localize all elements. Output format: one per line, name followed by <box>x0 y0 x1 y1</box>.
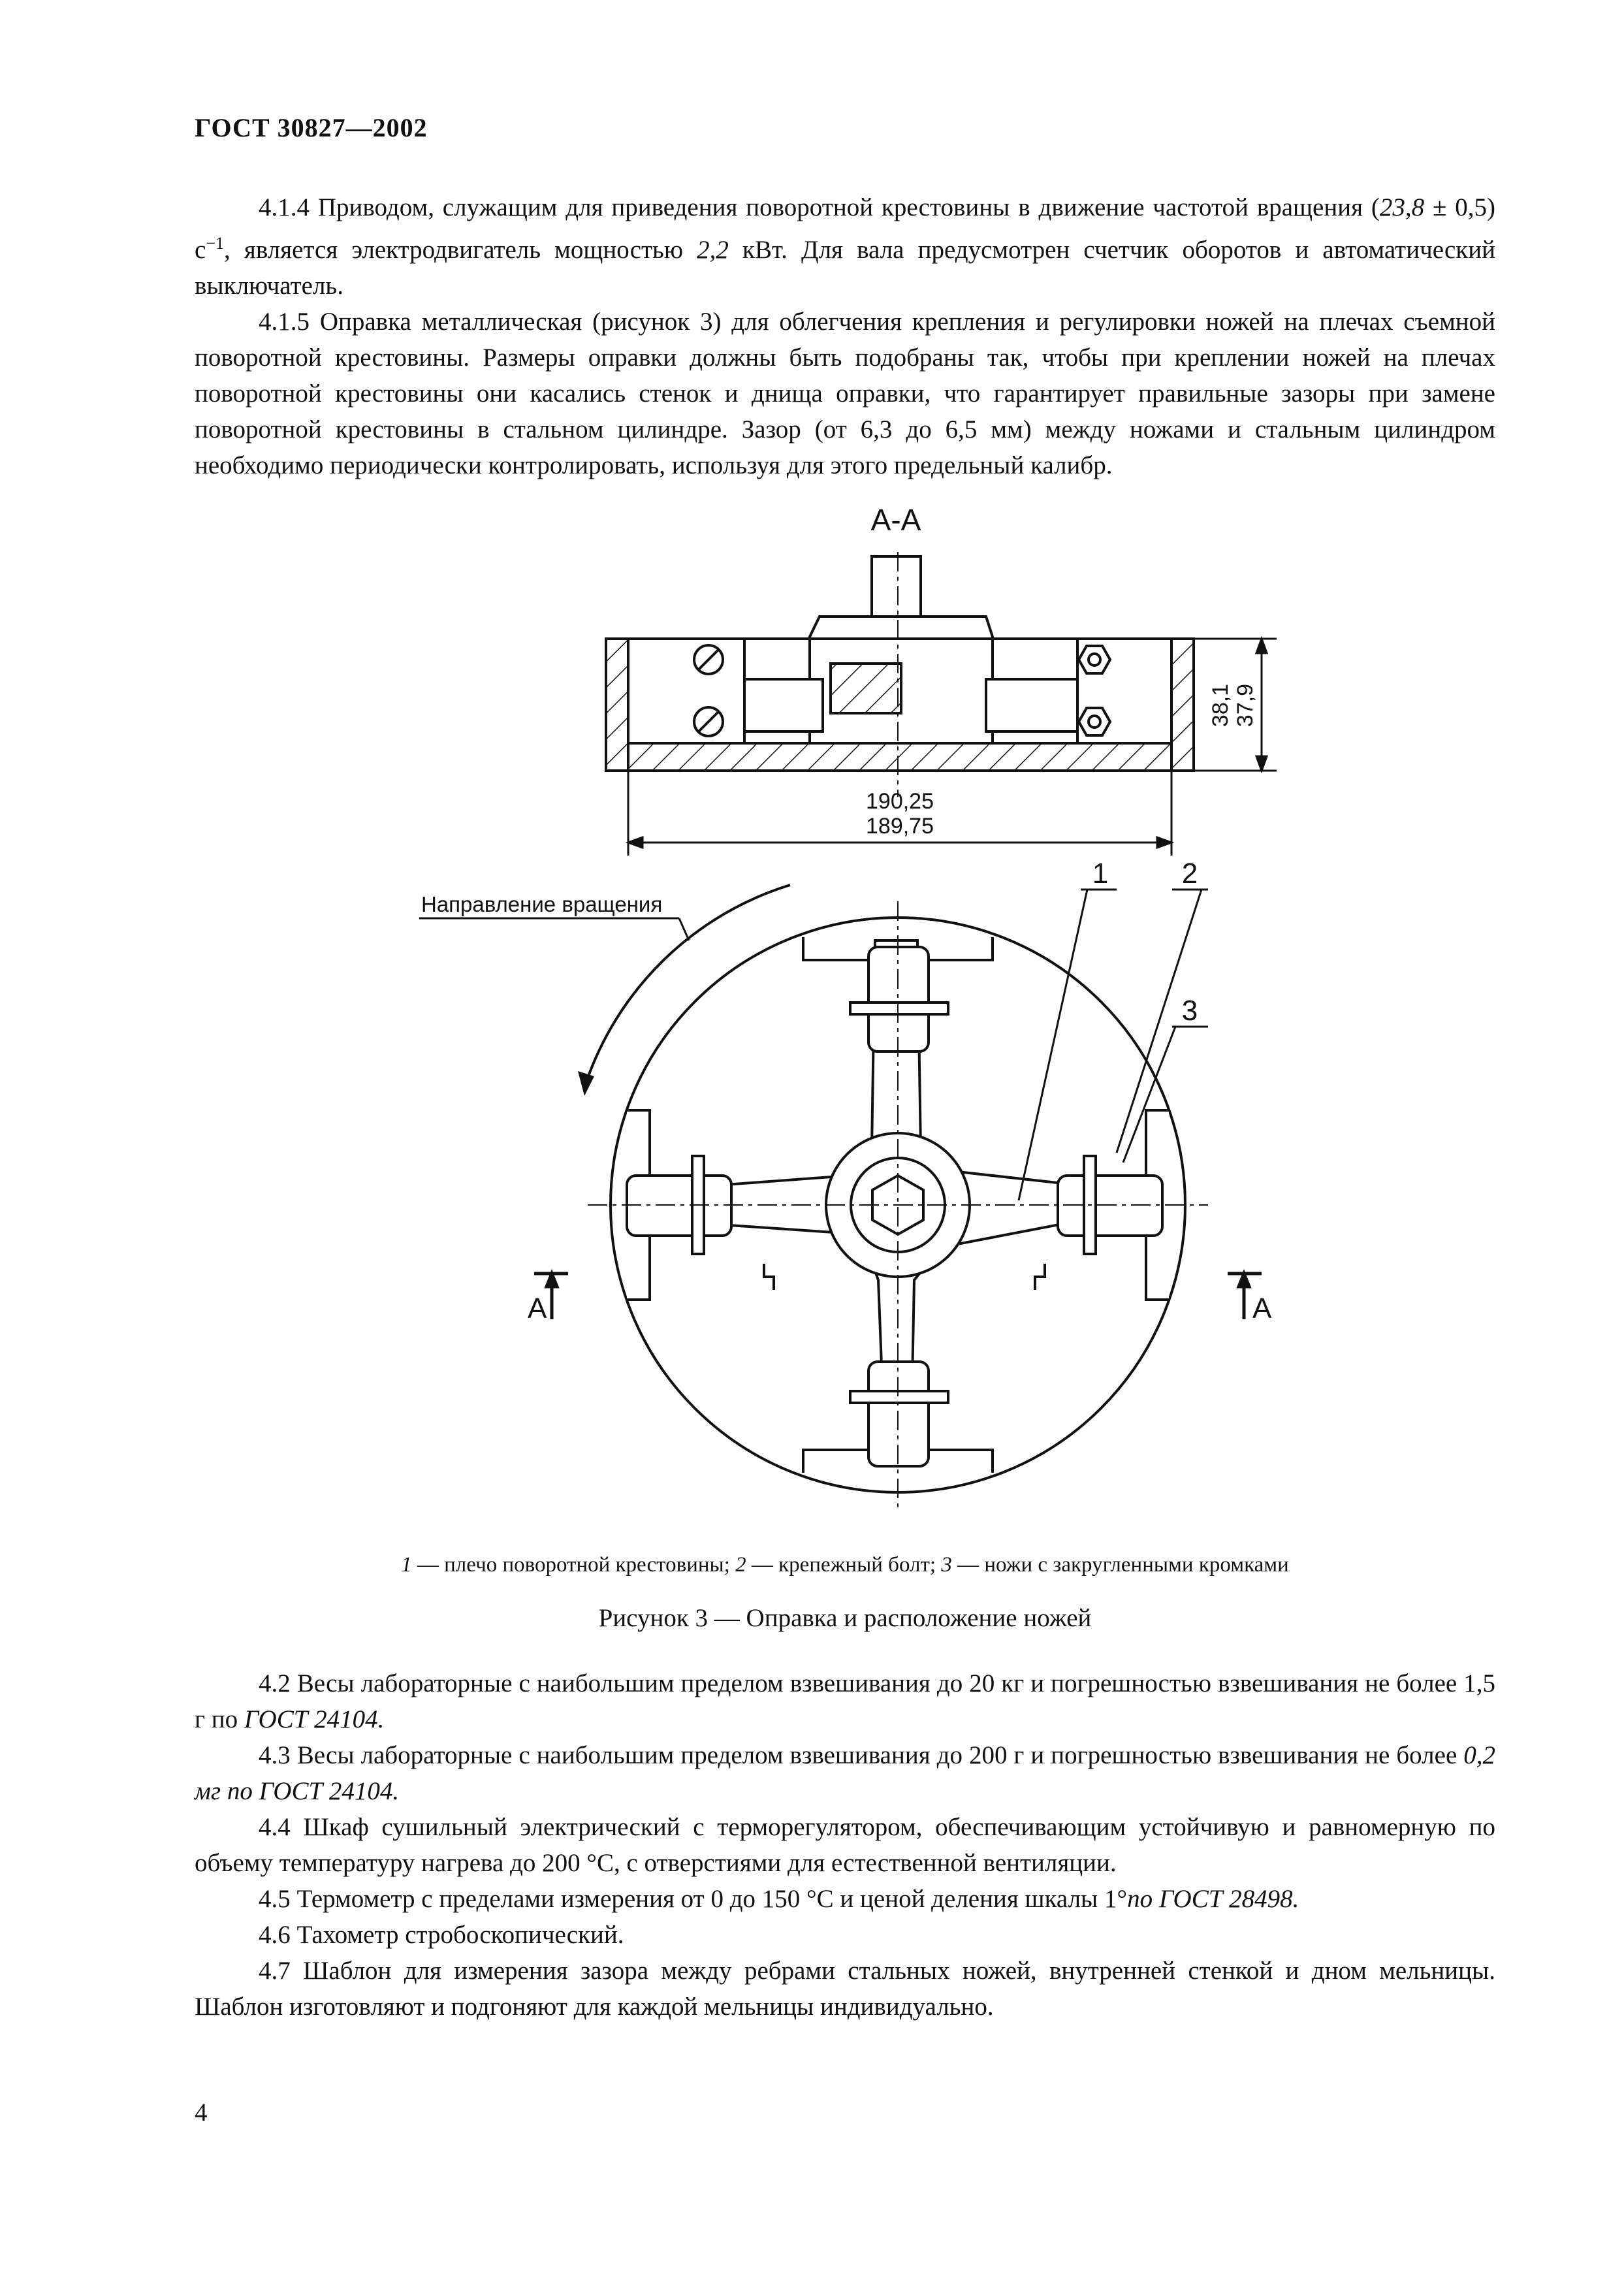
mandrel-section <box>606 552 1194 797</box>
paragraph-4-1-5: 4.1.5 Оправка металлическая (рисунок 3) для облегчения крепления и регулировки ножей на плечах съемной поворотной крестовины. Размеры оправки должны быть подобраны так, чтобы при креплении ножей на плечах поворотной крестовины они касались стенок и днища оправки, что гарантирует правильные зазоры при замене поворотной крестовины в стальном цилиндре. Зазор (от 6,3 до 6,5 мм) между ножами и стальным цилиндром необходимо периодически контролировать, используя для этого предельный калибр. <box>195 308 1495 479</box>
figure-legend: 1 — плечо поворотной крестовины; 2 — крепежный болт; 3 — ножи с закругленными кромками <box>401 1553 1289 1577</box>
paragraph-4-7: 4.7 Шаблон для измерения зазора между ребрами стальных ножей, внутренней стенкой и дном мельницы. Шаблон изготовляют и подгоняют для каждой мельницы индивидуально. <box>195 1957 1495 2021</box>
figure-title: Рисунок 3 — Оправка и расположение ножей <box>598 1604 1092 1632</box>
rotation-arrowhead-icon <box>578 1071 594 1096</box>
callout-2: 2 <box>1181 858 1198 890</box>
height-dim-2: 37,9 <box>1233 683 1258 728</box>
cut-label-left: А <box>528 1292 547 1324</box>
page-number: 4 <box>195 2098 208 2126</box>
paragraph-4-2: 4.2 Весы лабораторные с наибольшим пределом взвешивания до 20 кг и погрешностью взвешивания не более 1,5 г по ГОСТ 24104. <box>195 1669 1495 1733</box>
callout-1: 1 <box>1092 858 1109 890</box>
width-dim-1: 190,25 <box>866 789 934 814</box>
height-dim-1: 38,1 <box>1208 683 1233 728</box>
plan-view <box>588 901 1208 1509</box>
bottom-paragraphs <box>195 1665 1495 2025</box>
section-label: А-А <box>870 503 921 537</box>
paragraph-4-3: 4.3 Весы лабораторные с наибольшим пределом взвешивания до 200 г и погрешностью взвешивания не более 0,2 мг по ГОСТ 24104. <box>195 1741 1495 1805</box>
callout-3: 3 <box>1181 995 1198 1027</box>
rotation-label: Направление вращения <box>421 892 663 916</box>
paragraph-4-5: 4.5 Термометр с пределами измерения от 0 до 150 °С и ценой деления шкалы 1°по ГОСТ 28498. <box>259 1885 1299 1913</box>
width-dim-2: 189,75 <box>866 814 934 839</box>
paragraph-4-1-4: 4.1.4 Приводом, служащим для приведения поворотной крестовины в движение частотой вращения (23,8 ± 0,5) $с^{-1}$, является электродвигатель мощностью 2,2 кВт. Для вала предусмотрен счетчик оборотов и автоматический выключатель. <box>195 193 1495 300</box>
document-header: ГОСТ 30827—2002 <box>195 113 428 142</box>
paragraph-4-6: 4.6 Тахометр стробоскопический. <box>259 1921 624 1949</box>
paragraph-4-4: 4.4 Шкаф сушильный электрический с терморегулятором, обеспечивающим устойчивую и равномерную по объему температуру нагрева до 200 °С, с отверстиями для естественной вентиляции. <box>195 1813 1495 1877</box>
cut-label-right: А <box>1252 1292 1272 1324</box>
